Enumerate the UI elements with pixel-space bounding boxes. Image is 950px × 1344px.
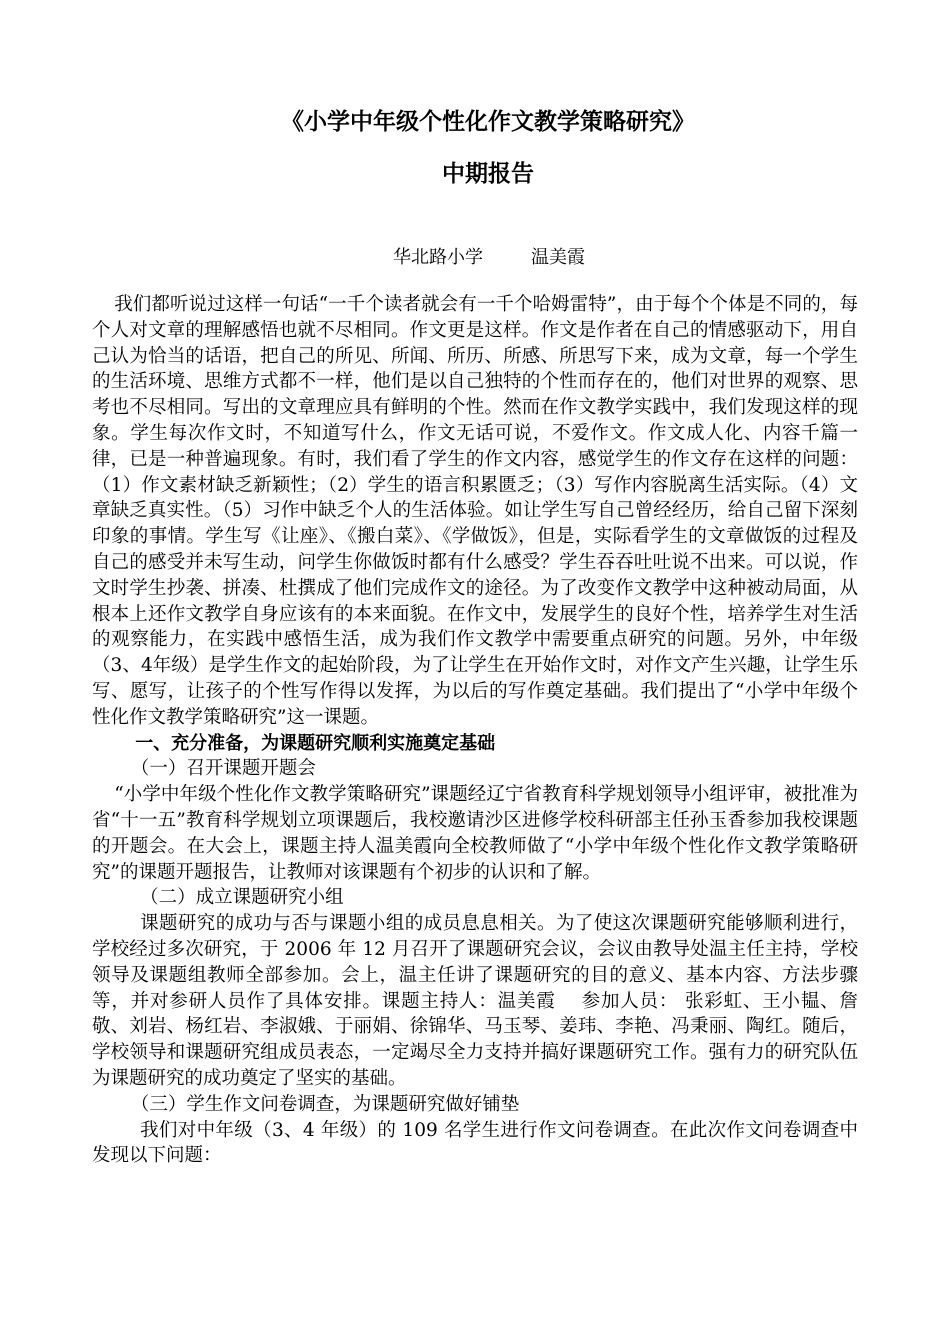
school-name: 华北路小学 — [393, 247, 483, 268]
intro-paragraph: 我们都听说过这样一句话“一千个读者就会有一千个哈姆雷特”，由于每个个体是不同的，每个人对文章的理解感悟也就不尽相同。作文更是这样。作文是作者在自己的情感驱动下，用自己认为恰当的话语，把自己的所见、所闻、所历、所感、所思写下来，成为文章，每一个学生的生活环境、思维方式都不一样，他们是以自己独特的个性而存在的，他们对世界的观察、思考也不尽相同。写出的文章理应具有鲜明的个性。然而在作文教学实践中，我们发现这样的现象。学生每次作文时，不知道写什么，作文无话可说，不爱作文。作文成人化、内容千篇一律，已是一种普遍现象。有时，我们看了学生的作文内容，感觉学生的作文存在这样的问题：（1）作文素材缺乏新颖性；（2）学生的语言积累匮乏；（3）写作内容脱离生活实际。（4）文章缺乏真实性。（5）习作中缺乏个人的生活体验。如让学生写自己曾经经历，给自己留下深刻印象的事情。学生写《让座》、《搬白菜》、《学做饭》，但是，实际看学生的文章做饭的过程及自己的感受并未写生动，问学生你做饭时都有什么感受？学生吞吞吐吐说不出来。可以说，作文时学生抄袭、拼凑、杜撰成了他们完成作文的途径。为了改变作文教学中这种被动局面，从根本上还作文教学自身应该有的本来面貌。在作文中，发展学生的良好个性，培养学生对生活的观察能力，在实践中感悟生活，成为我们作文教学中需要重点研究的问题。另外，中年级（3、4年级）是学生作文的起始阶段，为了让学生在开始作文时，对作文产生兴趣，让学生乐写、愿写，让孩子的个性写作得以发挥，为以后的写作奠定基础。我们提出了“小学中年级个性化作文教学策略研究”这一课题。 — [92, 294, 858, 728]
subsection-heading-3: （三）学生作文问卷调查，为课题研究做好铺垫 — [130, 1093, 520, 1115]
section-heading-1: 一、充分准备，为课题研究顺利实施奠定基础 — [135, 732, 496, 754]
subsection-3-paragraph: 我们对中年级（3、4 年级）的 109 名学生进行作文问卷调查。在此次作文问卷调查中发现以下问题： — [92, 1119, 858, 1167]
byline — [0, 243, 950, 273]
report-title: 《小学中年级个性化作文教学策略研究》 — [281, 109, 695, 135]
subsection-heading-1: （一）召开课题开题会 — [130, 758, 316, 780]
report-subtitle: 中期报告 — [442, 161, 534, 187]
author-name: 温美霞 — [531, 247, 585, 268]
subsection-2-paragraph: 课题研究的成功与否与课题小组的成员息息相关。为了使这次课题研究能够顺利进行，学校经过多次研究，于 2006 年 12 月召开了课题研究会议，会议由教导处温主任主持，学校领导及课题组教师全部参加。会上，温主任讲了课题研究的目的意义、基本内容、方法步骤等，并对参研人员作了具体安排。课题主持人：温美霞 参加人员： 张彩虹、王小韫、詹敬、刘岩、杨红岩、李淑娥、于丽娟、徐锦华、马玉琴、姜玮、李艳、冯秉丽、陶红。随后，学校领导和课题研究组成员表态，一定竭尽全力支持并搞好课题研究工作。强有力的研究队伍为课题研究的成功奠定了坚实的基础。 — [92, 913, 858, 1089]
subsection-heading-2: （二）成立课题研究小组 — [140, 887, 344, 909]
report-body — [92, 292, 858, 1169]
subsection-1-paragraph: “小学中年级个性化作文教学策略研究”课题经辽宁省教育科学规划领导小组评审，被批准为省“十一五”教育科学规划立项课题后，我校邀请沙区进修学校科研部主任孙玉香参加我校课题的开题会。在大会上，课题主持人温美霞向全校教师做了“小学中年级个性化作文教学策略研究”的课题开题报告，让教师对该课题有个初步的认识和了解。 — [92, 784, 858, 883]
